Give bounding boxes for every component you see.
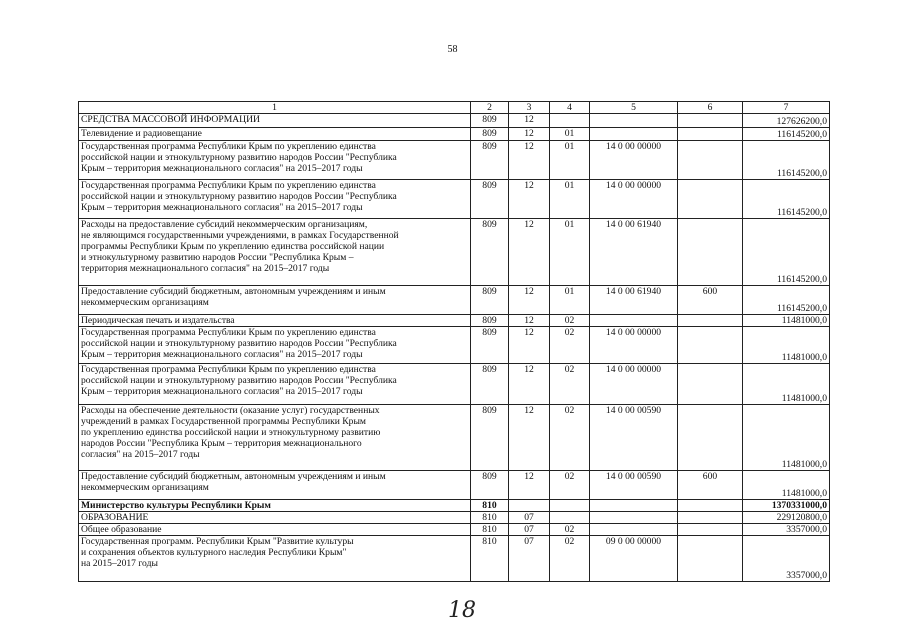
code-cell: 809 bbox=[471, 180, 509, 219]
target-article-cell bbox=[590, 500, 678, 512]
table-row bbox=[79, 471, 830, 500]
section-cell: 07 bbox=[509, 536, 550, 582]
table-row bbox=[79, 512, 830, 524]
subsection-cell: 01 bbox=[550, 180, 590, 219]
section-cell: 12 bbox=[509, 114, 550, 128]
expense-type-cell bbox=[678, 114, 743, 128]
item-name-cell: ОБРАЗОВАНИЕ bbox=[79, 512, 471, 524]
item-name-cell: Расходы на обеспечение деятельности (оказание услуг) государственных учреждений в рамках Государственной программы Республики Крым по укреплению единства российской нации и этнокультурному развитию народов России "Республика Крым – территория межнационального согласия" на 2015–2017 годы bbox=[79, 405, 471, 471]
target-article-cell bbox=[590, 128, 678, 141]
item-name-cell: Общее образование bbox=[79, 524, 471, 536]
subsection-cell: 02 bbox=[550, 364, 590, 405]
target-article-cell: 14 0 00 00590 bbox=[590, 471, 678, 500]
section-cell: 12 bbox=[509, 364, 550, 405]
code-cell: 810 bbox=[471, 524, 509, 536]
code-cell: 809 bbox=[471, 327, 509, 364]
item-name-cell: Предоставление субсидий бюджетным, автономным учреждениям и иным некоммерческим организациям bbox=[79, 286, 471, 315]
amount-cell: 116145200,0 bbox=[743, 219, 830, 286]
table-row bbox=[79, 315, 830, 327]
target-article-cell: 14 0 00 00000 bbox=[590, 327, 678, 364]
table-row bbox=[79, 500, 830, 512]
section-cell: 12 bbox=[509, 141, 550, 180]
section-cell: 12 bbox=[509, 471, 550, 500]
item-name-cell: Государственная программа Республики Крым по укреплению единства российской нации и этнокультурному развитию народов России "Республика Крым – территория межнационального согласия" на 2015–2017 годы bbox=[79, 141, 471, 180]
target-article-cell bbox=[590, 524, 678, 536]
amount-cell: 3357000,0 bbox=[743, 524, 830, 536]
expense-type-cell bbox=[678, 536, 743, 582]
amount-cell: 229120800,0 bbox=[743, 512, 830, 524]
amount-cell: 127626200,0 bbox=[743, 114, 830, 128]
amount-cell: 116145200,0 bbox=[743, 180, 830, 219]
expense-type-cell: 600 bbox=[678, 286, 743, 315]
amount-cell: 1370331000,0 bbox=[743, 500, 830, 512]
subsection-cell: 02 bbox=[550, 471, 590, 500]
target-article-cell: 14 0 00 61940 bbox=[590, 286, 678, 315]
expense-type-cell bbox=[678, 364, 743, 405]
item-name-cell: Предоставление субсидий бюджетным, автономным учреждениям и иным некоммерческим организациям bbox=[79, 471, 471, 500]
expense-type-cell bbox=[678, 500, 743, 512]
table-row bbox=[79, 180, 830, 219]
code-cell: 809 bbox=[471, 114, 509, 128]
code-cell: 809 bbox=[471, 141, 509, 180]
expense-type-cell: 600 bbox=[678, 471, 743, 500]
target-article-cell bbox=[590, 512, 678, 524]
subsection-cell: 01 bbox=[550, 141, 590, 180]
target-article-cell: 14 0 00 00000 bbox=[590, 141, 678, 180]
header-row bbox=[79, 102, 830, 114]
subsection-cell: 02 bbox=[550, 405, 590, 471]
table-row bbox=[79, 405, 830, 471]
header-cell: 5 bbox=[590, 102, 678, 114]
subsection-cell bbox=[550, 512, 590, 524]
amount-cell: 11481000,0 bbox=[743, 471, 830, 500]
table-body bbox=[79, 114, 830, 582]
item-name-cell: Государственная программа Республики Крым по укреплению единства российской нации и этнокультурному развитию народов России "Республика Крым – территория межнационального согласия" на 2015–2017 годы bbox=[79, 327, 471, 364]
expense-type-cell bbox=[678, 141, 743, 180]
section-cell bbox=[509, 500, 550, 512]
header-cell: 7 bbox=[743, 102, 830, 114]
table-row bbox=[79, 219, 830, 286]
subsection-cell: 02 bbox=[550, 536, 590, 582]
section-cell: 07 bbox=[509, 524, 550, 536]
target-article-cell: 09 0 00 00000 bbox=[590, 536, 678, 582]
amount-cell: 11481000,0 bbox=[743, 405, 830, 471]
budget-table bbox=[78, 101, 830, 582]
code-cell: 809 bbox=[471, 219, 509, 286]
expense-type-cell bbox=[678, 524, 743, 536]
table-row bbox=[79, 536, 830, 582]
code-cell: 809 bbox=[471, 364, 509, 405]
code-cell: 810 bbox=[471, 500, 509, 512]
item-name-cell: Расходы на предоставление субсидий некоммерческим организациям, не являющимся государственными учреждениями, в рамках Государственной программы Республики Крым по укреплению единства российской нации и этнокультурному развитию народов России "Республика Крым – территория межнационального согласия" на 2015–2017 годы bbox=[79, 219, 471, 286]
header-cell: 1 bbox=[79, 102, 471, 114]
expense-type-cell bbox=[678, 128, 743, 141]
subsection-cell bbox=[550, 500, 590, 512]
header-cell: 3 bbox=[509, 102, 550, 114]
target-article-cell bbox=[590, 114, 678, 128]
header-cell: 6 bbox=[678, 102, 743, 114]
subsection-cell: 02 bbox=[550, 315, 590, 327]
section-cell: 12 bbox=[509, 219, 550, 286]
expense-type-cell bbox=[678, 315, 743, 327]
item-name-cell: Государственная программа Республики Крым по укреплению единства российской нации и этнокультурному развитию народов России "Республика Крым – территория межнационального согласия" на 2015–2017 годы bbox=[79, 180, 471, 219]
amount-cell: 116145200,0 bbox=[743, 141, 830, 180]
code-cell: 810 bbox=[471, 536, 509, 582]
section-cell: 12 bbox=[509, 286, 550, 315]
header-cell: 2 bbox=[471, 102, 509, 114]
section-cell: 12 bbox=[509, 315, 550, 327]
item-name-cell: Государственная программ. Республики Крым "Развитие культуры и сохранения объектов культурного наследия Республики Крым" на 2015–2017 годы bbox=[79, 536, 471, 582]
target-article-cell: 14 0 00 00590 bbox=[590, 405, 678, 471]
code-cell: 809 bbox=[471, 471, 509, 500]
page-number: 58 bbox=[447, 44, 458, 55]
subsection-cell: 01 bbox=[550, 286, 590, 315]
target-article-cell: 14 0 00 00000 bbox=[590, 364, 678, 405]
code-cell: 809 bbox=[471, 315, 509, 327]
expense-type-cell bbox=[678, 405, 743, 471]
amount-cell: 11481000,0 bbox=[743, 364, 830, 405]
section-cell: 07 bbox=[509, 512, 550, 524]
code-cell: 810 bbox=[471, 512, 509, 524]
item-name-cell: Телевидение и радиовещание bbox=[79, 128, 471, 141]
item-name-cell: Министерство культуры Республики Крым bbox=[79, 500, 471, 512]
expense-type-cell bbox=[678, 180, 743, 219]
table-row bbox=[79, 364, 830, 405]
subsection-cell: 02 bbox=[550, 524, 590, 536]
header-cell: 4 bbox=[550, 102, 590, 114]
subsection-cell: 01 bbox=[550, 219, 590, 286]
amount-cell: 3357000,0 bbox=[743, 536, 830, 582]
subsection-cell: 02 bbox=[550, 327, 590, 364]
table-row bbox=[79, 141, 830, 180]
target-article-cell: 14 0 00 00000 bbox=[590, 180, 678, 219]
subsection-cell bbox=[550, 114, 590, 128]
expense-type-cell bbox=[678, 327, 743, 364]
subsection-cell: 01 bbox=[550, 128, 590, 141]
section-cell: 12 bbox=[509, 128, 550, 141]
expense-type-cell bbox=[678, 512, 743, 524]
item-name-cell: Государственная программа Республики Крым по укреплению единства российской нации и этнокультурному развитию народов России "Республика Крым – территория межнационального согласия" на 2015–2017 годы bbox=[79, 364, 471, 405]
code-cell: 809 bbox=[471, 405, 509, 471]
table-row bbox=[79, 286, 830, 315]
section-cell: 12 bbox=[509, 327, 550, 364]
target-article-cell bbox=[590, 315, 678, 327]
amount-cell: 11481000,0 bbox=[743, 315, 830, 327]
expense-type-cell bbox=[678, 219, 743, 286]
amount-cell: 11481000,0 bbox=[743, 327, 830, 364]
item-name-cell: СРЕДСТВА МАССОВОЙ ИНФОРМАЦИИ bbox=[79, 114, 471, 128]
amount-cell: 116145200,0 bbox=[743, 128, 830, 141]
table-row bbox=[79, 327, 830, 364]
table-row bbox=[79, 128, 830, 141]
handwritten-page-mark: 18 bbox=[448, 598, 476, 623]
section-cell: 12 bbox=[509, 180, 550, 219]
amount-cell: 116145200,0 bbox=[743, 286, 830, 315]
table-row bbox=[79, 524, 830, 536]
target-article-cell: 14 0 00 61940 bbox=[590, 219, 678, 286]
section-cell: 12 bbox=[509, 405, 550, 471]
table-row bbox=[79, 114, 830, 128]
item-name-cell: Периодическая печать и издательства bbox=[79, 315, 471, 327]
code-cell: 809 bbox=[471, 286, 509, 315]
code-cell: 809 bbox=[471, 128, 509, 141]
